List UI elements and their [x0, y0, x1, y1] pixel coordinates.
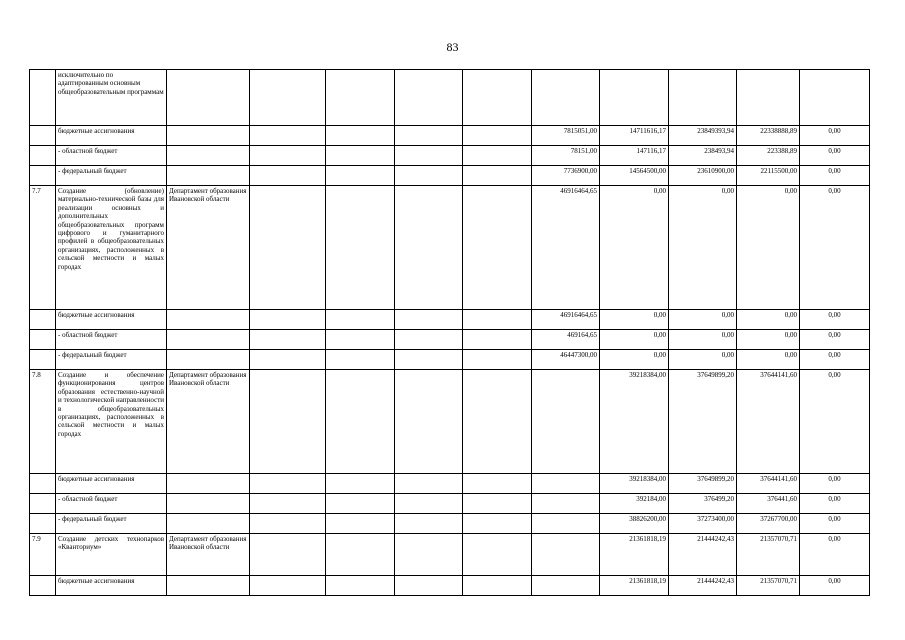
row-number [30, 514, 56, 534]
empty-cell [326, 70, 395, 126]
empty-cell [463, 70, 532, 126]
empty-cell [395, 330, 463, 350]
empty-cell [395, 350, 463, 370]
row-number [30, 330, 56, 350]
amount-2019 [532, 370, 600, 474]
amount-2023: 0,00 [800, 534, 870, 576]
table-row [30, 166, 870, 186]
row-number [30, 126, 56, 146]
amount-2022: 223388,89 [737, 146, 800, 166]
row-description: - федеральный бюджет [56, 166, 167, 186]
table-row [30, 494, 870, 514]
amount-2020: 21361818,19 [600, 576, 669, 596]
table-row [30, 70, 870, 126]
empty-cell [395, 310, 463, 330]
amount-2023 [800, 70, 870, 126]
empty-cell [463, 370, 532, 474]
empty-cell [250, 166, 326, 186]
amount-2020: 0,00 [600, 350, 669, 370]
amount-2021: 0,00 [669, 330, 737, 350]
table-row [30, 370, 870, 474]
empty-cell [326, 330, 395, 350]
empty-cell [463, 330, 532, 350]
row-number [30, 70, 56, 126]
amount-2023: 0,00 [800, 474, 870, 494]
amount-2020: 0,00 [600, 310, 669, 330]
row-executor [167, 330, 250, 350]
row-description: бюджетные ассигнования [56, 126, 167, 146]
empty-cell [463, 166, 532, 186]
empty-cell [395, 534, 463, 576]
row-executor [167, 350, 250, 370]
row-description: - областной бюджет [56, 494, 167, 514]
empty-cell [250, 70, 326, 126]
amount-2020 [600, 70, 669, 126]
row-executor [167, 126, 250, 146]
amount-2020: 147116,17 [600, 146, 669, 166]
amount-2022: 376441,60 [737, 494, 800, 514]
amount-2019 [532, 514, 600, 534]
empty-cell [463, 514, 532, 534]
amount-2019: 78151,00 [532, 146, 600, 166]
amount-2022: 37267700,00 [737, 514, 800, 534]
row-number [30, 494, 56, 514]
row-executor [167, 70, 250, 126]
empty-cell [250, 514, 326, 534]
empty-cell [250, 310, 326, 330]
amount-2020: 39218384,00 [600, 474, 669, 494]
amount-2021: 0,00 [669, 310, 737, 330]
empty-cell [395, 494, 463, 514]
amount-2022: 37644141,60 [737, 370, 800, 474]
empty-cell [250, 350, 326, 370]
amount-2019: 46916464,65 [532, 186, 600, 310]
empty-cell [395, 514, 463, 534]
amount-2020: 0,00 [600, 330, 669, 350]
amount-2020: 0,00 [600, 186, 669, 310]
amount-2021: 23849393,94 [669, 126, 737, 146]
amount-2019 [532, 576, 600, 596]
amount-2022: 21357070,71 [737, 576, 800, 596]
amount-2021: 0,00 [669, 186, 737, 310]
amount-2023: 0,00 [800, 186, 870, 310]
empty-cell [463, 534, 532, 576]
empty-cell [326, 350, 395, 370]
empty-cell [395, 166, 463, 186]
amount-2019: 469164,65 [532, 330, 600, 350]
row-description: Создание (обновление) материально-технической базы для реализации основных и дополнительных общеобразовательных программ цифрового и гуманитарного профилей в общеобразовательных организациях, расположенных в сельской местности и малых городах [56, 186, 167, 310]
table-row [30, 330, 870, 350]
amount-2022: 0,00 [737, 310, 800, 330]
empty-cell [326, 146, 395, 166]
row-executor [167, 514, 250, 534]
table-row [30, 474, 870, 494]
empty-cell [463, 474, 532, 494]
empty-cell [395, 370, 463, 474]
row-executor: Департамент образования Ивановской области [167, 370, 250, 474]
empty-cell [463, 126, 532, 146]
row-description: - областной бюджет [56, 146, 167, 166]
row-number: 7.7 [30, 186, 56, 310]
empty-cell [395, 146, 463, 166]
row-description: бюджетные ассигнования [56, 310, 167, 330]
empty-cell [326, 514, 395, 534]
empty-cell [326, 166, 395, 186]
empty-cell [250, 474, 326, 494]
amount-2019 [532, 494, 600, 514]
empty-cell [326, 126, 395, 146]
row-executor: Департамент образования Ивановской области [167, 186, 250, 310]
amount-2023: 0,00 [800, 576, 870, 596]
row-number [30, 146, 56, 166]
empty-cell [250, 186, 326, 310]
empty-cell [326, 186, 395, 310]
amount-2023: 0,00 [800, 350, 870, 370]
amount-2021: 37649899,20 [669, 474, 737, 494]
row-number [30, 474, 56, 494]
row-description: - федеральный бюджет [56, 514, 167, 534]
amount-2021: 37273400,00 [669, 514, 737, 534]
amount-2020: 392184,00 [600, 494, 669, 514]
empty-cell [463, 576, 532, 596]
table-row [30, 534, 870, 576]
amount-2019: 46916464,65 [532, 310, 600, 330]
amount-2020: 39218384,00 [600, 370, 669, 474]
row-description: бюджетные ассигнования [56, 474, 167, 494]
amount-2022: 22338888,89 [737, 126, 800, 146]
table-body [30, 70, 870, 596]
row-number [30, 310, 56, 330]
empty-cell [463, 310, 532, 330]
table-row [30, 186, 870, 310]
row-executor: Департамент образования Ивановской области [167, 534, 250, 576]
empty-cell [326, 534, 395, 576]
row-executor [167, 166, 250, 186]
amount-2023: 0,00 [800, 146, 870, 166]
amount-2020: 14711616,17 [600, 126, 669, 146]
empty-cell [463, 494, 532, 514]
amount-2023: 0,00 [800, 310, 870, 330]
empty-cell [250, 576, 326, 596]
amount-2023: 0,00 [800, 370, 870, 474]
amount-2019 [532, 474, 600, 494]
empty-cell [250, 494, 326, 514]
row-executor [167, 576, 250, 596]
empty-cell [250, 534, 326, 576]
amount-2023: 0,00 [800, 514, 870, 534]
empty-cell [395, 126, 463, 146]
table-row [30, 514, 870, 534]
amount-2022: 21357070,71 [737, 534, 800, 576]
row-number [30, 350, 56, 370]
empty-cell [463, 146, 532, 166]
budget-table [29, 69, 870, 596]
empty-cell [463, 350, 532, 370]
table-row [30, 350, 870, 370]
row-description: Создание детских технопарков «Кванториум» [56, 534, 167, 576]
empty-cell [250, 126, 326, 146]
row-description: бюджетные ассигнования [56, 576, 167, 596]
empty-cell [326, 310, 395, 330]
row-description: Создание и обеспечение функционирования центров образования естественно-научной и технологической направленности в общеобразовательных организациях, расположенных в сельской местности и малых городах [56, 370, 167, 474]
table-row [30, 576, 870, 596]
row-description: - областной бюджет [56, 330, 167, 350]
amount-2021 [669, 70, 737, 126]
row-number: 7.9 [30, 534, 56, 576]
row-number [30, 166, 56, 186]
row-executor [167, 146, 250, 166]
row-executor [167, 474, 250, 494]
amount-2021: 376499,20 [669, 494, 737, 514]
amount-2019: 46447300,00 [532, 350, 600, 370]
page-number: 83 [446, 40, 459, 54]
row-number [30, 576, 56, 596]
amount-2023: 0,00 [800, 126, 870, 146]
empty-cell [463, 186, 532, 310]
empty-cell [250, 146, 326, 166]
empty-cell [326, 474, 395, 494]
amount-2022: 37644141,60 [737, 474, 800, 494]
empty-cell [250, 330, 326, 350]
empty-cell [326, 494, 395, 514]
empty-cell [395, 186, 463, 310]
row-executor [167, 494, 250, 514]
amount-2020: 21361818,19 [600, 534, 669, 576]
amount-2023: 0,00 [800, 330, 870, 350]
amount-2021: 238493,94 [669, 146, 737, 166]
amount-2019: 7815051,00 [532, 126, 600, 146]
row-description: - федеральный бюджет [56, 350, 167, 370]
row-number: 7.8 [30, 370, 56, 474]
amount-2021: 0,00 [669, 350, 737, 370]
empty-cell [395, 70, 463, 126]
amount-2020: 38826200,00 [600, 514, 669, 534]
empty-cell [395, 474, 463, 494]
amount-2021: 21444242,43 [669, 534, 737, 576]
table-row [30, 310, 870, 330]
empty-cell [326, 370, 395, 474]
amount-2019 [532, 70, 600, 126]
table-row [30, 126, 870, 146]
amount-2022: 22115500,00 [737, 166, 800, 186]
amount-2019: 7736900,00 [532, 166, 600, 186]
amount-2023: 0,00 [800, 494, 870, 514]
amount-2019 [532, 534, 600, 576]
table-row [30, 146, 870, 166]
amount-2021: 21444242,43 [669, 576, 737, 596]
amount-2022: 0,00 [737, 186, 800, 310]
amount-2022 [737, 70, 800, 126]
empty-cell [395, 576, 463, 596]
row-executor [167, 310, 250, 330]
amount-2021: 37649899,20 [669, 370, 737, 474]
row-description: исключительно по адаптированным основным общеобразовательным программам [56, 70, 167, 126]
amount-2020: 14564500,00 [600, 166, 669, 186]
amount-2021: 23610900,00 [669, 166, 737, 186]
empty-cell [326, 576, 395, 596]
amount-2022: 0,00 [737, 350, 800, 370]
amount-2023: 0,00 [800, 166, 870, 186]
amount-2022: 0,00 [737, 330, 800, 350]
empty-cell [250, 370, 326, 474]
